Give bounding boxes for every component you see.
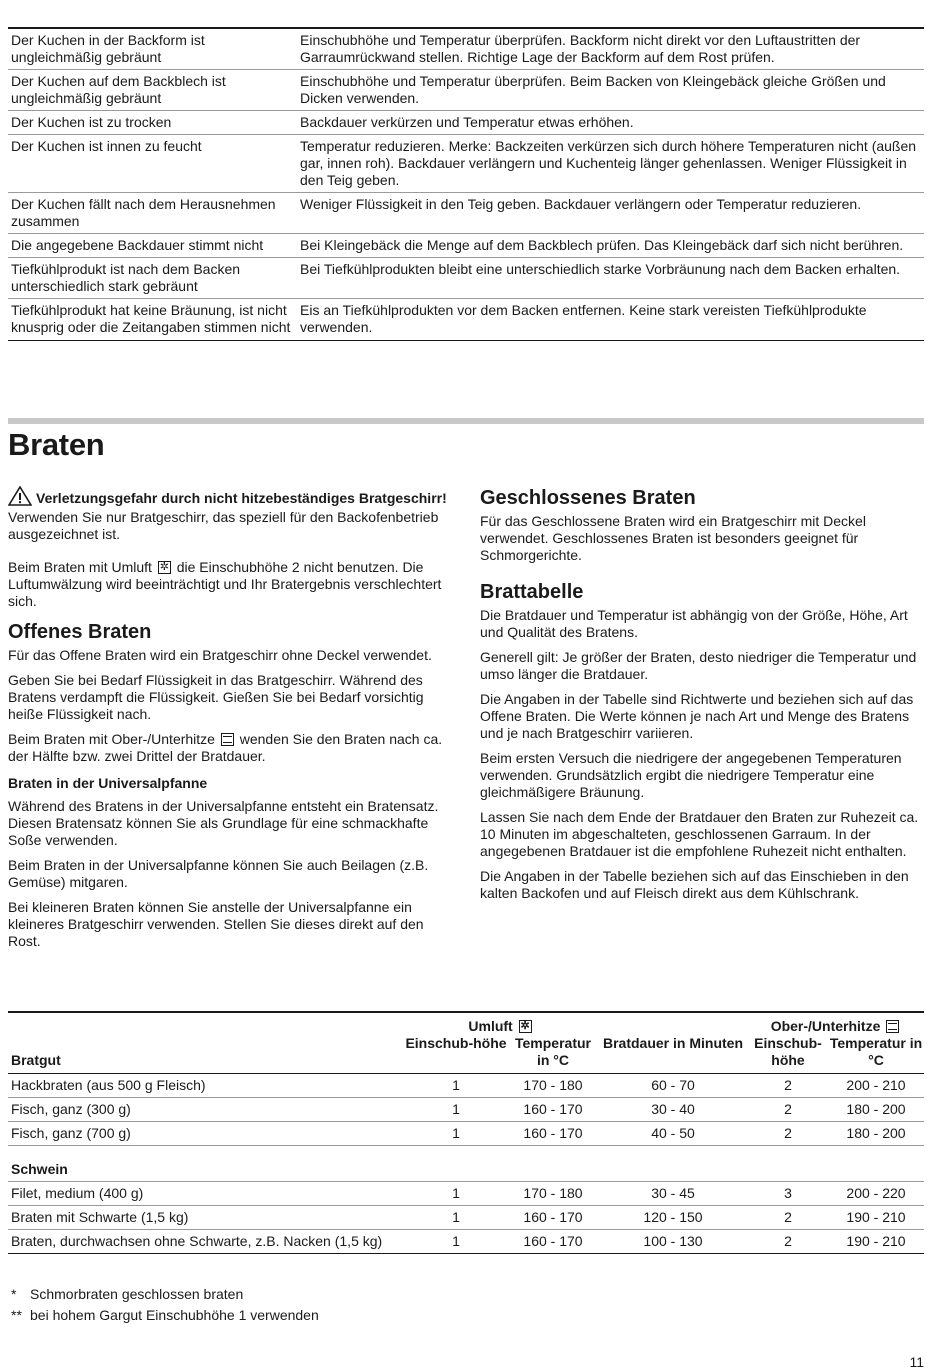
bt-p6: Die Angaben in der Tabelle beziehen sich auf das Einschieben in den kalten Backofen und auf Fleisch direkt aus dem Kühlschrank. — [480, 868, 909, 901]
problem-cell: Tiefkühlprodukt hat keine Bräunung, ist nicht knusprig oder die Zeitangaben stimmen nicht — [11, 302, 291, 335]
table-row — [8, 1074, 924, 1098]
umluft-text-a: Beim Braten mit Umluft — [8, 559, 152, 575]
cell-height-2: 2 — [784, 1209, 792, 1225]
warning-text: Verwenden Sie nur Bratgeschirr, das speziell für den Backofenbetrieb ausgezeichnet ist. — [8, 509, 439, 542]
cell-temp-2: 190 - 210 — [846, 1233, 906, 1249]
bt-p1: Die Bratdauer und Temperatur ist abhängig von der Größe, Höhe, Art und Qualität des Bratens. — [480, 607, 908, 640]
header-einschubhoehe: Einschub-höhe — [405, 1035, 507, 1051]
left-column — [8, 486, 454, 958]
bt-p5: Lassen Sie nach dem Ende der Bratdauer den Braten zur Ruhezeit ca. 10 Minuten im abgeschalteten, geschlossenen Garraum. In der angegebenen Bratdauer ist die empfohlene Ruhezeit nicht enthalten. — [480, 809, 919, 859]
problem-cell: Die angegebene Backdauer stimmt nicht — [11, 237, 264, 253]
footnote-text: bei hohem Gargut Einschubhöhe 1 verwenden — [30, 1307, 319, 1323]
offenes-p2: Geben Sie bei Bedarf Flüssigkeit in das Bratgeschirr. Während des Bratens verdampft die Flüssigkeit. Gießen Sie bei Bedarf vorsichtig heiße Flüssigkeit nach. — [8, 672, 424, 722]
header-bratgut: Bratgut — [11, 1052, 61, 1068]
universal-p1: Während des Bratens in der Universalpfanne entsteht ein Bratensatz. Diesen Bratensatz können Sie als Grundlage für eine schmackhafte Soße verwenden. — [8, 798, 439, 848]
cell-name: Braten, durchwachsen ohne Schwarte, z.B. Nacken (1,5 kg) — [11, 1233, 383, 1249]
warning-title: Verletzungsgefahr durch nicht hitzebeständiges Bratgeschirr! — [36, 490, 447, 506]
cell-name: Fisch, ganz (700 g) — [11, 1125, 131, 1141]
bt-p4: Beim ersten Versuch die niedrigere der angegebenen Temperaturen verwenden. Grundsätzlich ergibt die niedrigere Temperatur eine gleichmäßigere Bräunung. — [480, 750, 902, 800]
cell-height: 1 — [452, 1125, 460, 1141]
cell-temp: 160 - 170 — [523, 1233, 583, 1249]
cell-temp-2: 200 - 210 — [846, 1077, 906, 1093]
problem-cell: Der Kuchen ist innen zu feucht — [11, 138, 202, 154]
cell-name: Braten mit Schwarte (1,5 kg) — [11, 1209, 189, 1225]
solution-cell: Bei Tiefkühlprodukten bleibt eine unterschiedlich starke Vorbräunung nach dem Backen erhalten. — [300, 261, 901, 277]
cell-name: Hackbraten (aus 500 g Fleisch) — [11, 1077, 206, 1093]
footnote-mark: ** — [11, 1307, 22, 1323]
umluft-paragraph — [8, 559, 454, 610]
table-group-header — [8, 1013, 924, 1035]
problem-cell: Der Kuchen fällt nach dem Herausnehmen zusammen — [11, 196, 276, 229]
table-row — [8, 1182, 924, 1206]
cell-height: 1 — [452, 1233, 460, 1249]
cell-temp: 160 - 170 — [523, 1125, 583, 1141]
category-row: Schwein — [8, 1146, 924, 1182]
cell-temp: 160 - 170 — [523, 1209, 583, 1225]
warning-icon — [8, 486, 32, 506]
universalpfanne-heading: Braten in der Universalpfanne — [8, 775, 208, 791]
footnote — [11, 1307, 319, 1324]
geschlossenes-braten-heading: Geschlossenes Braten — [480, 487, 696, 509]
right-column — [480, 486, 925, 910]
footnote-text: Schmorbraten geschlossen braten — [30, 1286, 244, 1302]
problem-cell: Der Kuchen ist zu trocken — [11, 114, 172, 130]
cell-duration: 30 - 45 — [651, 1185, 695, 1201]
header-temperatur: Temperatur in °C — [515, 1035, 591, 1068]
footnotes — [11, 1286, 319, 1328]
cell-temp-2: 190 - 210 — [846, 1209, 906, 1225]
offenes-p3-a: Beim Braten mit Ober-/Unterhitze — [8, 731, 215, 747]
fan-icon — [158, 561, 171, 574]
page-number: 11 — [909, 1354, 924, 1370]
table-row — [8, 111, 924, 135]
table-row — [8, 299, 924, 340]
cell-duration: 100 - 130 — [643, 1233, 703, 1249]
warning-heading — [8, 486, 454, 507]
cell-height: 1 — [452, 1185, 460, 1201]
top-bottom-heat-icon — [221, 733, 234, 746]
table-row — [8, 1122, 924, 1146]
cell-name: Filet, medium (400 g) — [11, 1185, 144, 1201]
section-divider — [8, 418, 924, 424]
problem-cell: Tiefkühlprodukt ist nach dem Backen unterschiedlich stark gebräunt — [11, 261, 241, 294]
table-row — [8, 234, 924, 258]
brattabelle-heading: Brattabelle — [480, 581, 584, 603]
umluft-text-b: die Einschubhöhe 2 nicht benutzen. Die Luftumwälzung wird beeinträchtigt und Ihr Bratergebnis verschlechtert sich. — [8, 559, 442, 609]
problem-cell: Der Kuchen auf dem Backblech ist ungleichmäßig gebräunt — [11, 73, 226, 106]
cell-height: 1 — [452, 1209, 460, 1225]
top-bottom-heat-icon — [886, 1020, 899, 1033]
table-row — [8, 70, 924, 111]
cell-duration: 120 - 150 — [643, 1209, 703, 1225]
cell-height-2: 2 — [784, 1077, 792, 1093]
solution-cell: Einschubhöhe und Temperatur überprüfen. Beim Backen von Kleingebäck gleiche Größen und Dicken verwenden. — [300, 73, 886, 106]
offenes-braten-heading: Offenes Braten — [8, 621, 152, 643]
table-header-row — [8, 1035, 924, 1074]
table-row — [8, 135, 924, 193]
table-row — [8, 1206, 924, 1230]
cell-temp: 170 - 180 — [523, 1185, 583, 1201]
table-row — [8, 193, 924, 234]
section-title: Braten — [8, 427, 105, 462]
solution-cell: Weniger Flüssigkeit in den Teig geben. Backdauer verlängern oder Temperatur reduzieren. — [300, 196, 862, 212]
cell-duration: 30 - 40 — [651, 1101, 695, 1117]
cell-duration: 60 - 70 — [651, 1077, 695, 1093]
cell-height: 1 — [452, 1101, 460, 1117]
solution-cell: Temperatur reduzieren. Merke: Backzeiten verkürzen sich durch höhere Temperaturen nicht (außen gar, innen roh). Backdauer verlängern und Kuchenteig länger gehenlassen. Weniger Flüssigkeit in den Teig geben. — [300, 138, 917, 188]
problem-cell: Der Kuchen in der Backform ist ungleichmäßig gebräunt — [11, 32, 205, 65]
solution-cell: Backdauer verkürzen und Temperatur etwas erhöhen. — [300, 114, 634, 130]
offenes-p1: Für das Offene Braten wird ein Bratgeschirr ohne Deckel verwendet. — [8, 647, 432, 663]
solution-cell: Eis an Tiefkühlprodukten vor dem Backen entfernen. Keine stark vereisten Tiefkühlprodukte verwenden. — [300, 302, 867, 335]
table-row — [8, 1230, 924, 1254]
footnote-mark: * — [11, 1286, 17, 1302]
offenes-p3-b: wenden Sie den Braten nach ca. der Hälfte bzw. zwei Drittel der Bratdauer. — [8, 731, 443, 764]
cell-temp-2: 200 - 220 — [846, 1185, 906, 1201]
group-umluft: Umluft ✲ — [404, 1018, 598, 1035]
bt-p2: Generell gilt: Je größer der Braten, desto niedriger die Temperatur und umso länger die Bratdauer. — [480, 649, 917, 682]
cell-height-2: 2 — [784, 1125, 792, 1141]
solution-cell: Einschubhöhe und Temperatur überprüfen. Backform nicht direkt vor den Luftaustritten der Garraumrückwand stellen. Richtige Lage der Backform auf dem Rost prüfen. — [300, 32, 861, 65]
universal-p3: Bei kleineren Braten können Sie anstelle der Universalpfanne ein kleineres Bratgeschirr verwenden. Stellen Sie dieses direkt auf den Rost. — [8, 899, 424, 949]
offenes-p3 — [8, 731, 454, 765]
group-ober-unterhitze: Ober-/Unterhitze — [748, 1018, 924, 1035]
universal-p2: Beim Braten in der Universalpfanne können Sie auch Beilagen (z.B. Gemüse) mitgaren. — [8, 857, 429, 890]
cell-duration: 40 - 50 — [651, 1125, 695, 1141]
solution-cell: Bei Kleingebäck die Menge auf dem Backblech prüfen. Das Kleingebäck darf sich nicht berühren. — [300, 237, 904, 253]
table-row — [8, 29, 924, 70]
cell-height-2: 2 — [784, 1101, 792, 1117]
header-einschubhoehe-2: Einschub-höhe — [754, 1035, 822, 1068]
geschlossen-p1: Für das Geschlossene Braten wird ein Bratgeschirr mit Deckel verwendet. Geschlossenes Braten ist besonders geeignet für Schmorgerichte. — [480, 513, 866, 563]
cell-temp: 160 - 170 — [523, 1101, 583, 1117]
cell-temp-2: 180 - 200 — [846, 1125, 906, 1141]
header-temperatur-2: Temperatur in °C — [829, 1035, 923, 1068]
cell-height-2: 3 — [784, 1185, 792, 1201]
fan-icon — [519, 1020, 532, 1033]
troubleshooting-table — [8, 27, 924, 341]
cell-height-2: 2 — [784, 1233, 792, 1249]
cell-temp: 170 - 180 — [523, 1077, 583, 1093]
header-bratdauer: Bratdauer in Minuten — [602, 1035, 743, 1051]
roast-table — [8, 1011, 924, 1254]
bt-p3: Die Angaben in der Tabelle sind Richtwerte und beziehen sich auf das Offene Braten. Die Werte können je nach Art und Menge des Bratens und je nach Bratgeschirr variieren. — [480, 691, 914, 741]
cell-name: Fisch, ganz (300 g) — [11, 1101, 131, 1117]
cell-height: 1 — [452, 1077, 460, 1093]
footnote — [11, 1286, 319, 1303]
table-row — [8, 258, 924, 299]
table-row — [8, 1098, 924, 1122]
cell-temp-2: 180 - 200 — [846, 1101, 906, 1117]
